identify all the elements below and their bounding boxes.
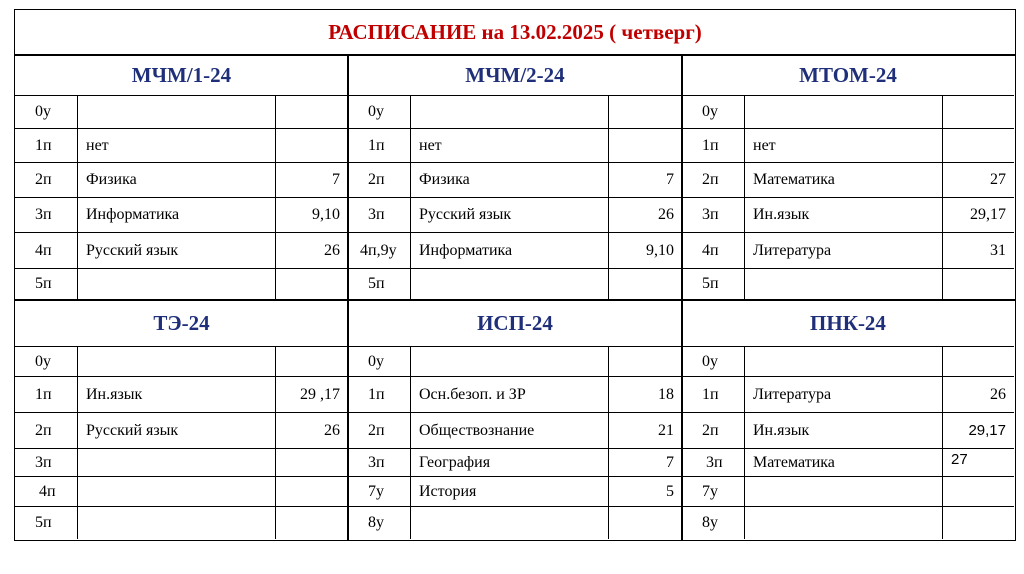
lesson-number: 1п	[348, 377, 411, 412]
group-block-mtom	[682, 56, 1014, 299]
room-cell: 5	[666, 482, 674, 500]
subject-cell: Ин.язык	[78, 377, 276, 412]
room-cell: 29,17	[970, 206, 1006, 223]
subject-cell	[78, 347, 276, 376]
subject-cell	[411, 347, 609, 376]
room-cell: 7	[332, 171, 340, 188]
lesson-number: 5п	[15, 269, 78, 299]
room-cell	[943, 269, 1014, 299]
lesson-number: 3п	[15, 449, 78, 476]
subject-cell: Русский язык	[78, 413, 276, 448]
group-header: МЧМ/2-24	[348, 56, 682, 96]
lesson-number: 2п	[15, 413, 78, 448]
lesson-number: 2п	[682, 413, 745, 448]
subject-cell	[78, 449, 276, 476]
room-cell: 29,17	[968, 422, 1006, 439]
subject-cell: Физика	[78, 163, 276, 197]
table-row	[15, 507, 348, 539]
room-cell	[276, 96, 348, 128]
room-cell	[276, 507, 348, 539]
subject-cell: нет	[78, 129, 276, 162]
room-cell	[943, 477, 1014, 506]
room-cell	[609, 96, 682, 128]
lesson-number: 4п	[15, 477, 78, 506]
subject-cell	[745, 507, 943, 539]
table-row	[348, 163, 682, 198]
group-header: МТОМ-24	[682, 56, 1014, 96]
room-cell: 21	[658, 421, 674, 439]
table-row	[682, 477, 1014, 507]
lesson-number: 5п	[682, 269, 745, 299]
column-divider	[347, 56, 349, 540]
subject-cell	[78, 507, 276, 539]
lesson-number: 7у	[682, 477, 745, 506]
room-cell	[276, 269, 348, 299]
schedule-sheet	[14, 9, 1016, 541]
subject-cell: Русский язык	[411, 198, 609, 232]
lesson-number: 0у	[15, 347, 78, 376]
room-cell	[276, 129, 348, 162]
lesson-number: 4п,9у	[348, 233, 411, 268]
lesson-number: 3п	[348, 198, 411, 232]
column-divider	[681, 56, 683, 540]
table-row	[682, 96, 1014, 129]
table-row	[348, 198, 682, 233]
subject-cell	[411, 269, 609, 299]
lesson-number: 4п	[682, 233, 745, 268]
lesson-number: 2п	[682, 163, 745, 197]
subject-cell: Математика	[745, 449, 943, 476]
subject-cell: Обществознание	[411, 413, 609, 448]
subject-cell	[411, 96, 609, 128]
room-cell	[276, 477, 348, 506]
subject-cell: История	[411, 477, 609, 506]
table-row	[682, 449, 1014, 477]
table-row	[682, 163, 1014, 198]
lesson-number: 0у	[15, 96, 78, 128]
table-row	[682, 377, 1014, 413]
table-row	[15, 96, 348, 129]
subject-cell	[745, 96, 943, 128]
room-cell: 26	[324, 421, 340, 439]
table-row	[348, 507, 682, 539]
lesson-number: 3п	[682, 449, 745, 476]
table-row	[682, 269, 1014, 299]
lesson-number: 8у	[348, 507, 411, 539]
subject-cell	[78, 96, 276, 128]
room-cell: 7	[666, 453, 674, 471]
table-row	[682, 507, 1014, 539]
group-block-mchm2	[348, 56, 682, 299]
lesson-number: 5п	[15, 507, 78, 539]
lesson-number: 5п	[348, 269, 411, 299]
subject-cell: Информатика	[78, 198, 276, 232]
lesson-number: 3п	[682, 198, 745, 232]
table-row	[15, 233, 348, 269]
table-row	[15, 449, 348, 477]
lesson-number: 1п	[15, 377, 78, 412]
lesson-number: 1п	[682, 129, 745, 162]
table-row	[15, 377, 348, 413]
room-cell: 18	[658, 385, 674, 403]
room-cell: 9,10	[312, 206, 340, 223]
subject-cell: География	[411, 449, 609, 476]
subject-cell: Литература	[745, 233, 943, 268]
table-row	[348, 269, 682, 299]
group-header: МЧМ/1-24	[15, 56, 348, 96]
lesson-number: 0у	[682, 347, 745, 376]
room-cell: 26	[658, 206, 674, 223]
lesson-number: 3п	[15, 198, 78, 232]
table-row	[682, 198, 1014, 233]
room-cell	[943, 347, 1014, 376]
table-row	[348, 129, 682, 163]
room-cell: 9,10	[646, 241, 674, 259]
table-row	[348, 449, 682, 477]
room-cell: 27	[990, 171, 1006, 188]
room-cell	[609, 269, 682, 299]
table-row	[15, 269, 348, 299]
table-row	[15, 347, 348, 377]
room-cell: 7	[666, 171, 674, 188]
group-header: ИСП-24	[348, 301, 682, 347]
group-block-mchm1	[15, 56, 348, 299]
room-cell	[276, 347, 348, 376]
subject-cell: Русский язык	[78, 233, 276, 268]
room-cell: 26	[990, 385, 1006, 403]
subject-cell	[745, 269, 943, 299]
lesson-number: 2п	[348, 163, 411, 197]
table-row	[15, 129, 348, 163]
subject-cell: Физика	[411, 163, 609, 197]
group-header: ТЭ-24	[15, 301, 348, 347]
lesson-number: 3п	[348, 449, 411, 476]
room-cell: 31	[990, 241, 1006, 259]
table-row	[348, 233, 682, 269]
subject-cell: Ин.язык	[745, 198, 943, 232]
group-block-isp	[348, 301, 682, 539]
table-row	[348, 377, 682, 413]
room-cell	[276, 449, 348, 476]
lesson-number: 4п	[15, 233, 78, 268]
table-row	[15, 163, 348, 198]
subject-cell: Ин.язык	[745, 413, 943, 448]
table-row	[682, 129, 1014, 163]
table-row	[348, 96, 682, 129]
lesson-number: 7у	[348, 477, 411, 506]
room-cell: 27	[951, 451, 968, 468]
subject-cell: Информатика	[411, 233, 609, 268]
subject-cell	[78, 477, 276, 506]
subject-cell: нет	[745, 129, 943, 162]
group-block-te	[15, 301, 348, 539]
table-row	[348, 477, 682, 507]
room-cell	[609, 129, 682, 162]
subject-cell: Литература	[745, 377, 943, 412]
room-cell: 26	[324, 241, 340, 259]
subject-cell	[78, 269, 276, 299]
table-row	[15, 477, 348, 507]
schedule-title: РАСПИСАНИЕ на 13.02.2025 ( четверг)	[15, 10, 1015, 56]
subject-cell	[745, 347, 943, 376]
lesson-number: 1п	[348, 129, 411, 162]
room-cell	[943, 129, 1014, 162]
subject-cell	[745, 477, 943, 506]
subject-cell: нет	[411, 129, 609, 162]
group-block-pnk	[682, 301, 1014, 539]
table-row	[15, 198, 348, 233]
lesson-number: 2п	[15, 163, 78, 197]
lesson-number: 0у	[348, 96, 411, 128]
table-row	[682, 347, 1014, 377]
table-row	[15, 413, 348, 449]
table-row	[348, 413, 682, 449]
room-cell	[609, 507, 682, 539]
lesson-number: 0у	[348, 347, 411, 376]
room-cell	[943, 96, 1014, 128]
subject-cell	[411, 507, 609, 539]
table-row	[682, 233, 1014, 269]
room-cell: 29 ,17	[300, 385, 340, 403]
room-cell	[943, 507, 1014, 539]
lesson-number: 1п	[15, 129, 78, 162]
lesson-number: 2п	[348, 413, 411, 448]
subject-cell: Осн.безоп. и ЗР	[411, 377, 609, 412]
group-header: ПНК-24	[682, 301, 1014, 347]
lesson-number: 8у	[682, 507, 745, 539]
lesson-number: 1п	[682, 377, 745, 412]
subject-cell: Математика	[745, 163, 943, 197]
table-row	[348, 347, 682, 377]
room-cell	[609, 347, 682, 376]
lesson-number: 0у	[682, 96, 745, 128]
table-row	[682, 413, 1014, 449]
